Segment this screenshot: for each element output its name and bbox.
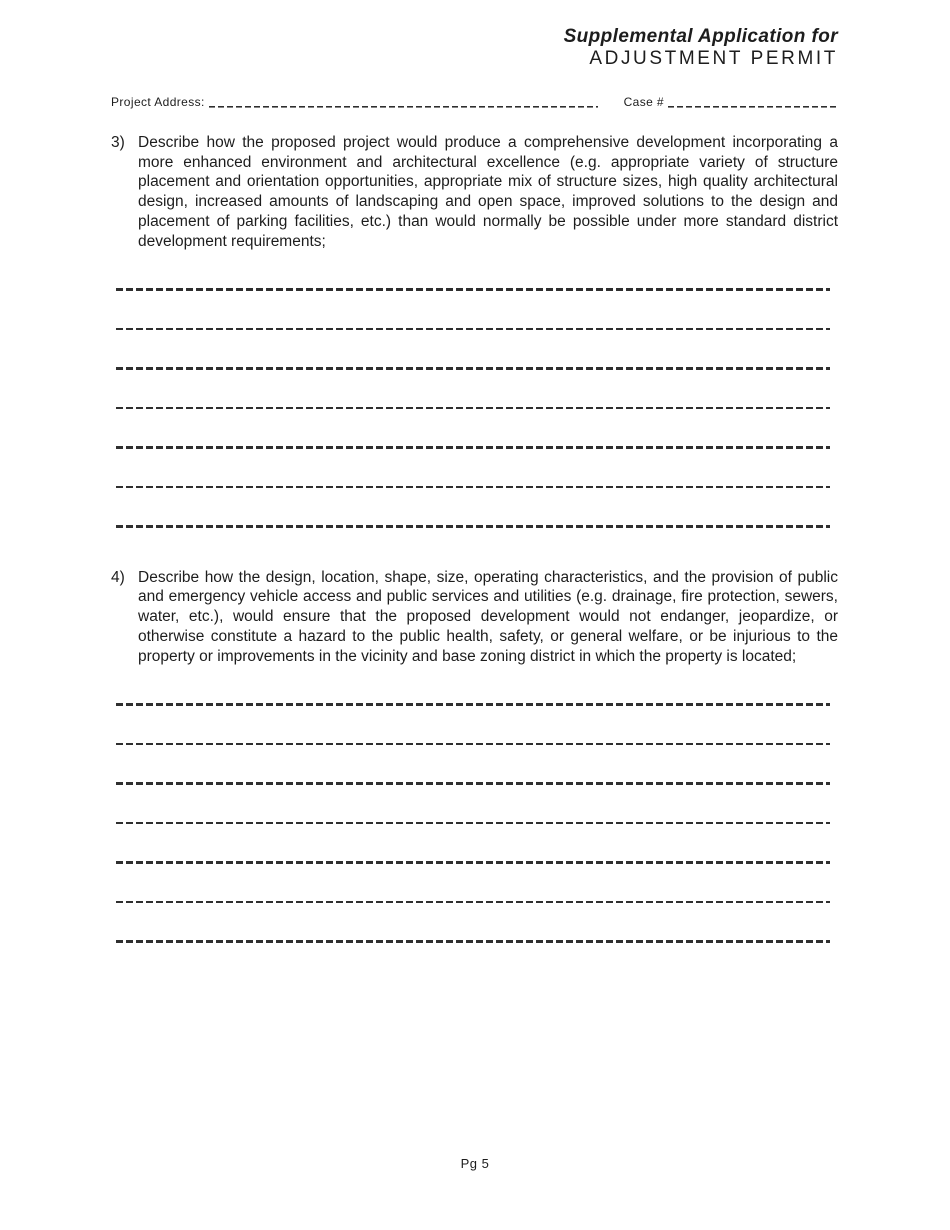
project-address-label: Project Address:	[111, 95, 205, 109]
question-3-text: Describe how the proposed project would produce a comprehensive development incorporating a more enhanced environment and architectural excellence (e.g. appropriate variety of structure placement and orientation opportunities, appropriate mix of structure sizes, high quality architectural design, increased amounts of landscaping and open space, improved solutions to the design and placement of parking facilities, etc.) than would normally be possible under more standard district development requirements;	[138, 134, 838, 250]
answer-blank-line[interactable]	[116, 367, 830, 370]
question-4-answer-area	[116, 703, 830, 943]
answer-blank-line[interactable]	[116, 288, 830, 291]
document-header	[111, 26, 838, 70]
question-3-answer-area	[116, 288, 830, 528]
question-4-text: Describe how the design, location, shape, size, operating characteristics, and the provision of public and emergency vehicle access and public services and utilities (e.g. drainage, fire protection, sewers, water, etc.), would ensure that the proposed development would not endanger, jeopardize, or otherwise constitute a hazard to the public health, safety, or general welfare, or be injurious to the property or improvements in the vicinity and base zoning district in which the property is located;	[138, 568, 838, 665]
answer-blank-line[interactable]	[116, 328, 830, 331]
question-4-number: 4)	[111, 568, 125, 586]
answer-blank-line[interactable]	[116, 901, 830, 904]
answer-blank-line[interactable]	[116, 861, 830, 864]
project-address-field[interactable]	[209, 95, 598, 109]
question-4	[111, 568, 838, 667]
answer-blank-line[interactable]	[116, 940, 830, 943]
answer-blank-line[interactable]	[116, 743, 830, 746]
answer-blank-line[interactable]	[116, 525, 830, 528]
case-number-label: Case #	[623, 95, 664, 109]
document-title: ADJUSTMENT PERMIT	[589, 48, 838, 69]
case-number-field[interactable]	[668, 95, 838, 109]
answer-blank-line[interactable]	[116, 407, 830, 410]
page-number: Pg 5	[460, 1156, 490, 1171]
answer-blank-line[interactable]	[116, 822, 830, 825]
project-info-row	[111, 94, 838, 109]
question-3	[111, 133, 838, 251]
answer-blank-line[interactable]	[116, 782, 830, 785]
answer-blank-line[interactable]	[116, 486, 830, 489]
answer-blank-line[interactable]	[116, 446, 830, 449]
question-3-number: 3)	[111, 134, 125, 151]
answer-blank-line[interactable]	[116, 703, 830, 706]
document-subtitle: Supplemental Application for	[563, 26, 838, 47]
